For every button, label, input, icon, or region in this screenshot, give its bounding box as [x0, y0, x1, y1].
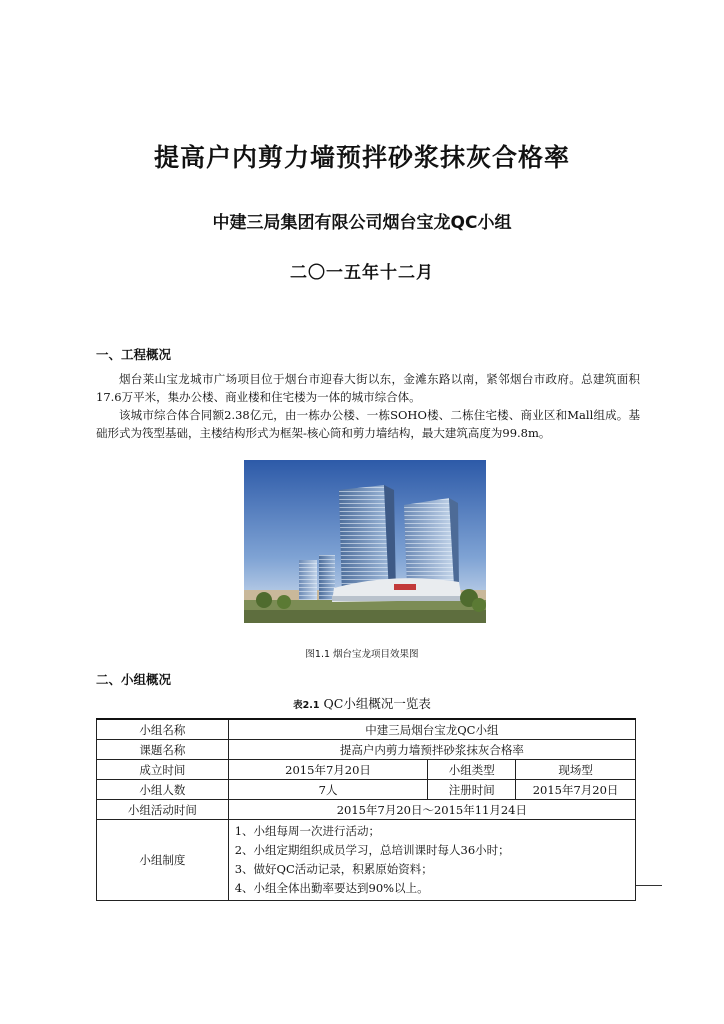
table-caption	[0, 694, 724, 712]
rule-item: 1、小组每周一次进行活动；	[234, 824, 381, 838]
paragraph-2: 该城市综合体合同额2.38亿元，由一栋办公楼、一栋SOHO楼、二栋住宅楼、商业区和Mall组成。基础形式为筏型基础，主楼结构形式为框架-核心筒和剪力墙结构，最大建筑高度为99.8m。	[96, 408, 640, 440]
cell-value: 2015年7月20日	[516, 780, 636, 800]
cell-value: 2015年7月20日	[228, 760, 428, 780]
table-row	[97, 780, 636, 800]
document-date: 二〇一五年十二月	[290, 263, 434, 283]
table-title: QC小组概况一览表	[323, 696, 431, 711]
cell-label: 小组名称	[97, 719, 229, 740]
team-info-table	[96, 718, 636, 901]
cell-value: 7人	[228, 780, 428, 800]
project-overview-text	[96, 370, 640, 442]
cell-label: 小组活动时间	[97, 800, 229, 820]
organization-name: 中建三局集团有限公司烟台宝龙QC小组	[212, 213, 512, 233]
project-rendering-image	[244, 460, 486, 623]
cell-label: 小组人数	[97, 780, 229, 800]
rule-item: 2、小组定期组织成员学习，总培训课时每人36小时；	[234, 843, 510, 857]
table-number: 表2.1	[293, 700, 320, 711]
table-row	[97, 800, 636, 820]
table-row	[97, 740, 636, 760]
cell-label: 小组类型	[428, 760, 516, 780]
section-heading-team-overview: 二、小组概况	[96, 672, 172, 687]
table-row	[97, 719, 636, 740]
team-rules-cell	[228, 820, 635, 901]
rule-item: 3、做好QC活动记录，积累原始资料；	[234, 862, 433, 876]
cell-value: 中建三局烟台宝龙QC小组	[228, 719, 635, 740]
cell-label: 注册时间	[428, 780, 516, 800]
cell-label: 小组制度	[97, 820, 229, 901]
cell-value: 现场型	[516, 760, 636, 780]
paragraph-1: 烟台莱山宝龙城市广场项目位于烟台市迎春大街以东，金滩东路以南，紧邻烟台市政府。总建筑面积17.6万平米，集办公楼、商业楼和住宅楼为一体的城市综合体。	[96, 372, 640, 404]
divider	[636, 885, 662, 886]
table-row	[97, 820, 636, 901]
figure-caption: 图1.1 烟台宝龙项目效果图	[305, 649, 419, 660]
table-row	[97, 760, 636, 780]
cell-value: 2015年7月20日～2015年11月24日	[228, 800, 635, 820]
rule-item: 4、小组全体出勤率要达到90%以上。	[234, 881, 429, 895]
document-title: 提高户内剪力墙预拌砂浆抹灰合格率	[153, 143, 570, 172]
building-illustration	[244, 460, 486, 623]
cell-label: 课题名称	[97, 740, 229, 760]
cell-value: 提高户内剪力墙预拌砂浆抹灰合格率	[228, 740, 635, 760]
section-heading-project-overview: 一、工程概况	[96, 347, 172, 362]
cell-label: 成立时间	[97, 760, 229, 780]
